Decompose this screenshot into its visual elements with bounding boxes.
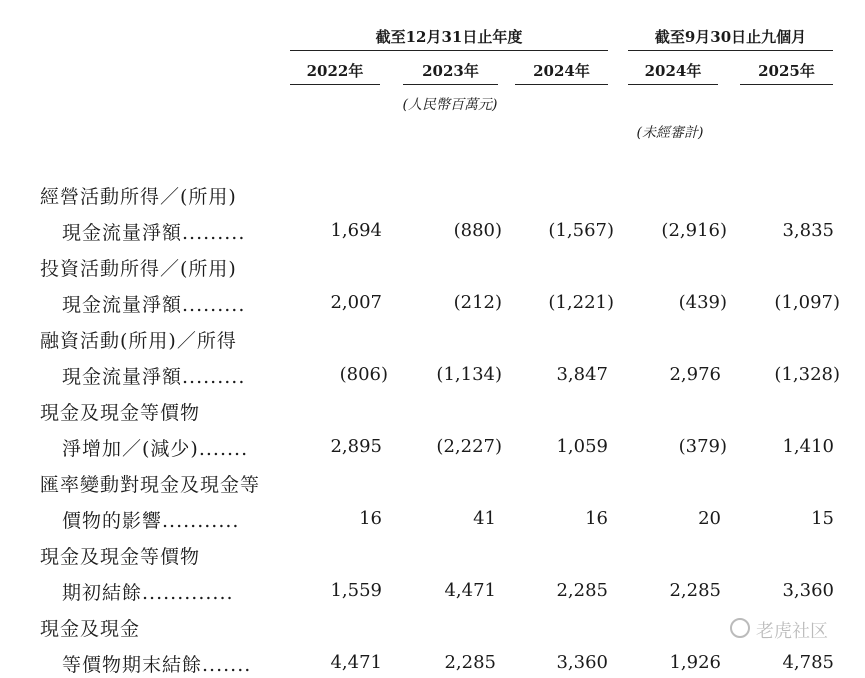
row-label-fx-effect-line2 (62, 506, 239, 533)
row-label-financing-line2 (62, 362, 245, 389)
table-cell: 1,059 (556, 436, 608, 457)
table-cell: (2,916) (661, 220, 727, 241)
row-label-text: 期初結餘 (62, 582, 143, 604)
table-cell: 15 (811, 508, 834, 529)
year-underline-2025-nine-months (740, 84, 833, 85)
leader-dots: ......... (182, 222, 246, 244)
group-header-fiscal-year: 截至12月31日止年度 (375, 28, 523, 46)
table-cell: 3,847 (556, 364, 608, 385)
leader-dots: ....... (202, 654, 252, 676)
year-header-2023: 2023年 (422, 62, 479, 80)
row-label-opening-balance-line1: 現金及現金等價物 (40, 546, 201, 568)
row-label-net-change-line1: 現金及現金等價物 (40, 402, 201, 424)
year-underline-2023 (403, 84, 498, 85)
row-label-financing-line1: 融資活動(所用)／所得 (40, 330, 237, 352)
unaudited-note: (未經審計) (636, 125, 704, 141)
year-header-2024-nine-months: 2024年 (644, 62, 702, 80)
table-cell: 4,785 (782, 652, 834, 673)
row-label-text: 現金流量淨額 (62, 222, 183, 244)
table-cell: 1,410 (782, 436, 834, 457)
table-cell: (880) (453, 220, 502, 241)
leader-dots: ............. (142, 582, 234, 604)
row-label-investing-line1: 投資活動所得／(所用) (40, 258, 237, 280)
table-cell: 3,835 (782, 220, 834, 241)
table-cell: (212) (453, 292, 502, 313)
table-cell: 16 (585, 508, 608, 529)
leader-dots: ........... (162, 510, 240, 532)
row-label-operating-line2 (62, 218, 245, 245)
table-cell: 2,285 (444, 652, 496, 673)
table-cell: (1,328) (774, 364, 840, 385)
table-cell: 16 (359, 508, 382, 529)
table-cell: 1,559 (330, 580, 382, 601)
table-cell: 2,007 (330, 292, 382, 313)
year-header-2025-nine-months: 2025年 (758, 62, 815, 80)
table-cell: (1,134) (436, 364, 502, 385)
row-label-text: 現金流量淨額 (62, 294, 183, 316)
table-cell: (2,227) (436, 436, 502, 457)
watermark-text: 老虎社区 (756, 621, 828, 642)
table-cell: 2,976 (669, 364, 721, 385)
row-label-operating-line1: 經營活動所得／(所用) (40, 186, 237, 208)
year-header-2022: 2022年 (306, 62, 364, 80)
row-label-opening-balance-line2 (62, 578, 234, 605)
table-cell: (1,097) (774, 292, 840, 313)
table-cell: 3,360 (782, 580, 834, 601)
table-cell: 1,694 (330, 220, 382, 241)
group-header-nine-months: 截至9月30日止九個月 (654, 28, 807, 46)
table-cell: 4,471 (330, 652, 382, 673)
leader-dots: ....... (198, 438, 249, 460)
row-label-net-change-line2 (62, 434, 248, 461)
table-cell: 3,360 (556, 652, 608, 673)
group-underline-fiscal-year (290, 50, 608, 51)
row-label-text: 淨增加／(減少) (62, 438, 199, 460)
table-cell: 4,471 (444, 580, 496, 601)
year-underline-2024-nine-months (628, 84, 718, 85)
leader-dots: ......... (182, 366, 246, 388)
row-label-text: 現金流量淨額 (62, 366, 183, 388)
table-cell: 41 (473, 508, 496, 529)
table-cell: (379) (678, 436, 727, 457)
table-cell: (1,221) (548, 292, 614, 313)
year-underline-2022 (290, 84, 380, 85)
row-label-text: 價物的影響 (62, 510, 163, 532)
row-label-investing-line2 (62, 290, 245, 317)
row-label-closing-balance-line2 (62, 650, 251, 677)
tiger-community-logo-icon (730, 618, 750, 638)
row-label-fx-effect-line1: 匯率變動對現金及現金等 (40, 474, 261, 496)
row-label-closing-balance-line1: 現金及現金 (40, 618, 141, 640)
leader-dots: ......... (182, 294, 246, 316)
table-cell: 20 (698, 508, 721, 529)
table-cell: 1,926 (669, 652, 721, 673)
table-cell: (806) (339, 364, 388, 385)
unit-note: (人民幣百萬元) (402, 97, 498, 113)
group-underline-nine-months (628, 50, 833, 51)
table-cell: 2,285 (556, 580, 608, 601)
row-label-text: 等價物期末結餘 (62, 654, 203, 676)
year-underline-2024 (515, 84, 608, 85)
table-cell: (1,567) (548, 220, 614, 241)
table-cell: (439) (678, 292, 727, 313)
table-cell: 2,285 (669, 580, 721, 601)
year-header-2024: 2024年 (533, 62, 590, 80)
table-cell: 2,895 (330, 436, 382, 457)
